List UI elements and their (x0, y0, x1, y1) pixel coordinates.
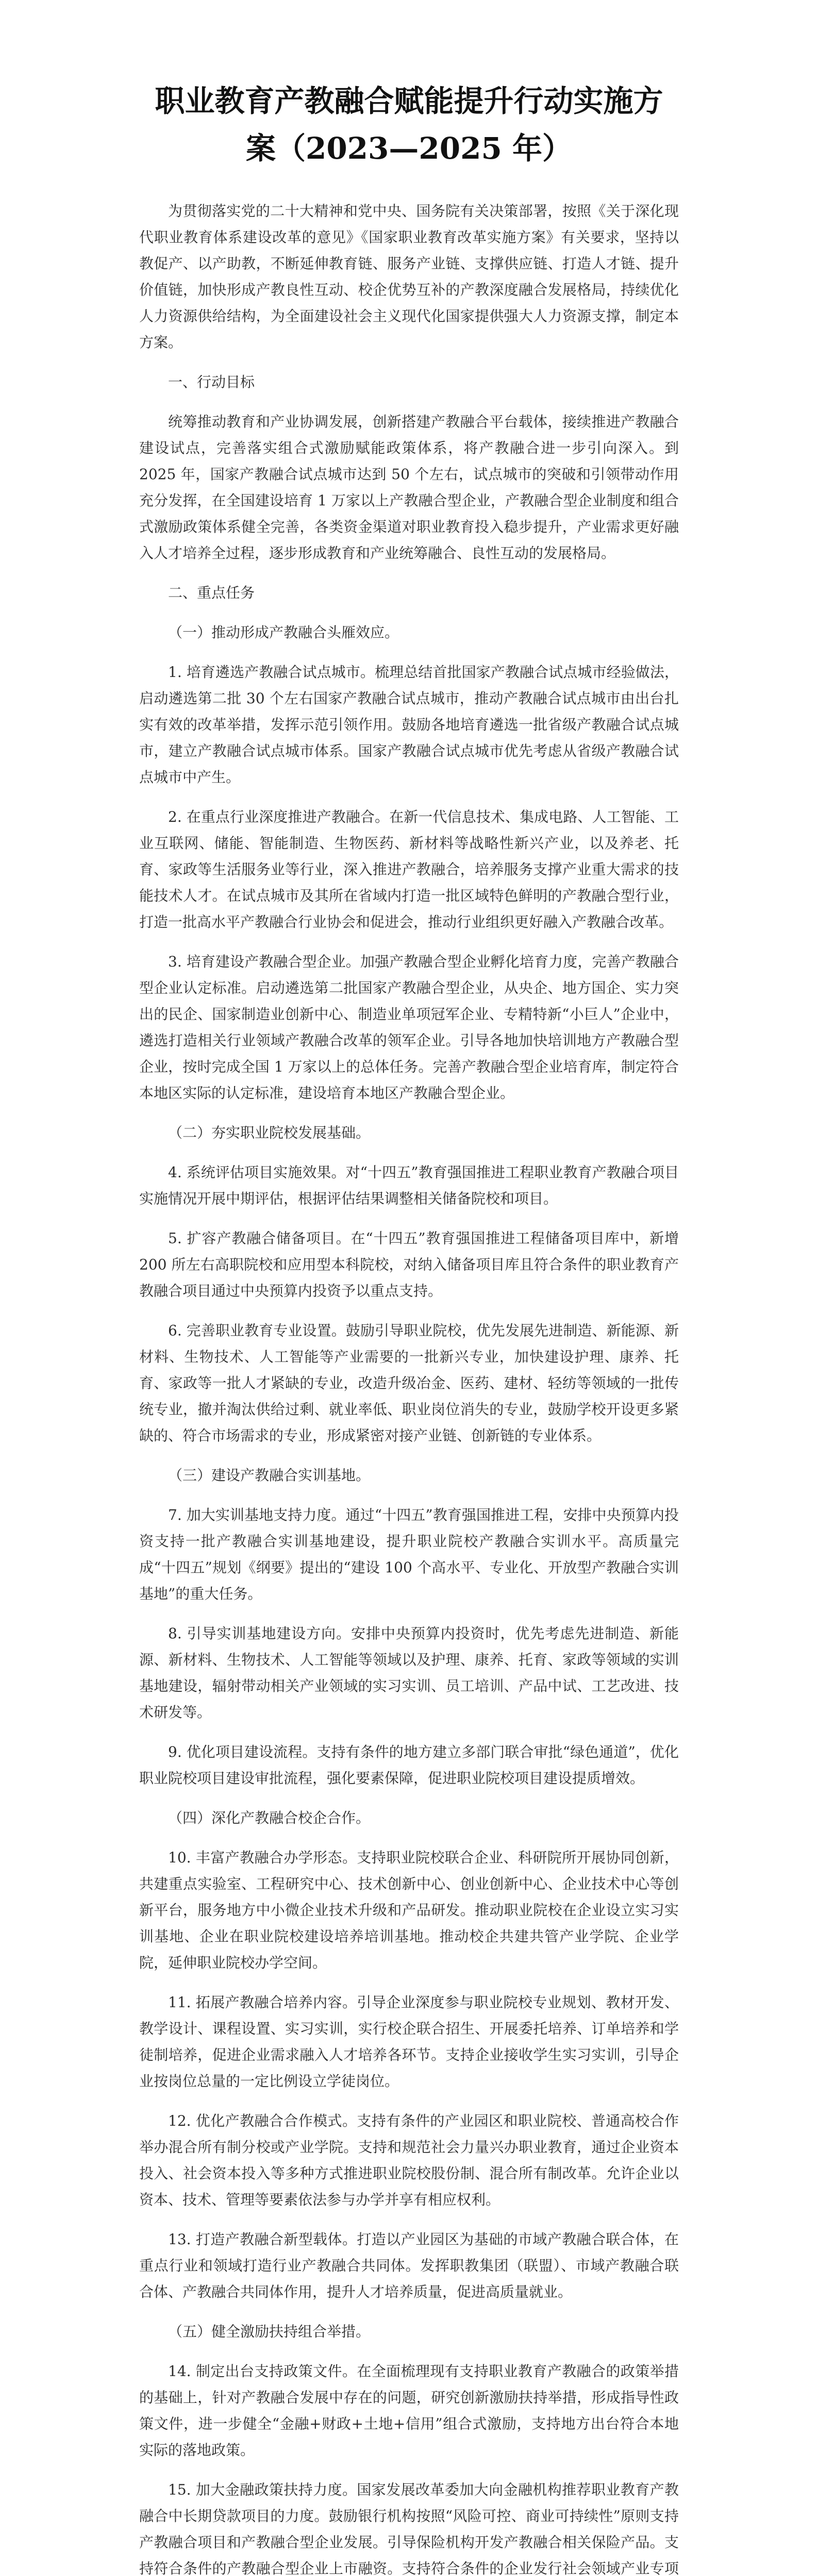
body-paragraph: 12. 优化产教融合合作模式。支持有条件的产业园区和职业院校、普通高校合作举办混合所有制分校或产业学院。支持和规范社会力量兴办职业教育，通过企业资本投入、社会资本投入等多种方式推进职业院校股份制、混合所有制改革。允许企业以资本、技术、管理等要素依法参与办学并享有相应权利。 (139, 2112, 679, 2208)
section-heading: （二）夯实职业院校发展基础。 (168, 1124, 371, 1141)
body-paragraph: 13. 打造产教融合新型载体。打造以产业园区为基础的市域产教融合联合体，在重点行业和领域打造行业产教融合共同体。发挥职教集团（联盟）、市域产教融合联合体、产教融合共同体作用，提升人才培养质量，促进高质量就业。 (139, 2231, 679, 2300)
body-paragraph: 14. 制定出台支持政策文件。在全面梳理现有支持职业教育产教融合的政策举措的基础上，针对产教融合发展中存在的问题，研究创新激励扶持举措，形成指导性政策文件，进一步健全“金融+财政+土地+信用”组合式激励，支持地方出台符合本地实际的落地政策。 (139, 2363, 679, 2459)
page-title (139, 0, 679, 172)
title-line-2: 案（2023—2025 年） (245, 131, 573, 166)
section-heading: （一）推动形成产教融合头雁效应。 (168, 624, 399, 641)
section-heading: （三）建设产教融合实训基地。 (168, 1467, 371, 1484)
title-line-1: 职业教育产教融合赋能提升行动实施方 (155, 83, 663, 118)
body-paragraph: 4. 系统评估项目实施效果。对“十四五”教育强国推进工程职业教育产教融合项目实施情况开展中期评估，根据评估结果调整相关储备院校和项目。 (139, 1164, 679, 1207)
body-paragraph: 10. 丰富产教融合办学形态。支持职业院校联合企业、科研院所开展协同创新，共建重点实验室、工程研究中心、技术创新中心、创业创新中心、企业技术中心等创新平台，服务地方中小微企业技术升级和产品研发。推动职业院校在企业设立实习实训基地、企业在职业院校建设培养培训基地。推动校企共建共管产业学院、企业学院，延伸职业院校办学空间。 (139, 1849, 679, 1971)
section-heading: 二、重点任务 (168, 584, 255, 601)
body-paragraph: 2. 在重点行业深度推进产教融合。在新一代信息技术、集成电路、人工智能、工业互联网、储能、智能制造、生物医药、新材料等战略性新兴产业，以及养老、托育、家政等生活服务业等行业，深入推进产教融合，培养服务支撑产业重大需求的技能技术人才。在试点城市及其所在省域内打造一批区域特色鲜明的产教融合型行业，打造一批高水平产教融合行业协会和促进会，推动行业组织更好融入产教融合改革。 (139, 808, 679, 930)
body-paragraph: 为贯彻落实党的二十大精神和党中央、国务院有关决策部署，按照《关于深化现代职业教育体系建设改革的意见》《国家职业教育改革实施方案》有关要求，坚持以教促产、以产助教，不断延伸教育链、服务产业链、支撑供应链、打造人才链、提升价值链，加快形成产教良性互动、校企优势互补的产教深度融合发展格局，持续优化人力资源供给结构，为全面建设社会主义现代化国家提供强大人力资源支撑，制定本方案。 (139, 202, 679, 351)
body-paragraph: 3. 培育建设产教融合型企业。加强产教融合型企业孵化培育力度，完善产教融合型企业认定标准。启动遴选第二批国家产教融合型企业，从央企、地方国企、实力突出的民企、国家制造业创新中心、制造业单项冠军企业、专精特新“小巨人”企业中，遴选打造相关行业领域产教融合改革的领军企业。引导各地加快培训地方产教融合型企业，按时完成全国 1 万家以上的总体任务。完善产教融合型企业培育库，制定符合本地区实际的认定标准，建设培育本地区产教融合型企业。 (139, 953, 679, 1101)
body-paragraph: 8. 引导实训基地建设方向。安排中央预算内投资时，优先考虑先进制造、新能源、新材料、生物技术、人工智能等领域以及护理、康养、托育、家政等领域的实训基地建设，辐射带动相关产业领域的实习实训、员工培训、产品中试、工艺改进、技术研发等。 (139, 1625, 679, 1721)
body-paragraph: 6. 完善职业教育专业设置。鼓励引导职业院校，优先发展先进制造、新能源、新材料、生物技术、人工智能等产业需要的一批新兴专业，加快建设护理、康养、托育、家政等一批人才紧缺的专业，改造升级冶金、医药、建材、轻纺等领域的一批传统专业，撤并淘汰供给过剩、就业率低、职业岗位消失的专业，鼓励学校开设更多紧缺的、符合市场需求的专业，形成紧密对接产业链、创新链的专业体系。 (139, 1322, 679, 1444)
section-heading: 一、行动目标 (168, 374, 255, 391)
body-paragraph: 15. 加大金融政策扶持力度。国家发展改革委加大向金融机构推荐职业教育产教融合中长期贷款项目的力度。鼓励银行机构按照“风险可控、商业可持续性”原则支持产教融合项目和产教融合型企业发展。引导保险机构开发产教融合相关保险产品。支持符合条件的产教融合型企业上市融资。支持符合条件的企业发行社会领域产业专项 (139, 2481, 679, 2576)
body-paragraph: 统筹推动教育和产业协调发展，创新搭建产教融合平台载体，接续推进产教融合建设试点，完善落实组合式激励赋能政策体系，将产教融合进一步引向深入。到 2025 年，国家产教融合试点城市达到 50 个左右，试点城市的突破和引领带动作用充分发挥，在全国建设培育 1 万家以上产教融合型企业，产教融合型企业制度和组合式激励政策体系健全完善，各类资金渠道对职业教育投入稳步提升，产业需求更好融入人才培养全过程，逐步形成教育和产业统筹融合、良性互动的发展格局。 (139, 413, 679, 562)
body-paragraph: 7. 加大实训基地支持力度。通过“十四五”教育强国推进工程，安排中央预算内投资支持一批产教融合实训基地建设，提升职业院校产教融合实训水平。高质量完成“十四五”规划《纲要》提出的“建设 100 个高水平、专业化、开放型产教融合实训基地”的重大任务。 (139, 1506, 679, 1602)
section-heading: （四）深化产教融合校企合作。 (168, 1809, 371, 1826)
body-paragraph: 5. 扩容产教融合储备项目。在“十四五”教育强国推进工程储备项目库中，新增 200 所左右高职院校和应用型本科院校，对纳入储备项目库且符合条件的职业教育产教融合项目通过中央预算内投资予以重点支持。 (139, 1230, 679, 1299)
body-paragraph: 1. 培育遴选产教融合试点城市。梳理总结首批国家产教融合试点城市经验做法，启动遴选第二批 30 个左右国家产教融合试点城市，推动产教融合试点城市由出台扎实有效的改革举措，发挥示范引领作用。鼓励各地培育遴选一批省级产教融合试点城市，建立产教融合试点城市体系。国家产教融合试点城市优先考虑从省级产教融合试点城市中产生。 (139, 664, 679, 786)
section-heading: （五）健全激励扶持组合举措。 (168, 2323, 371, 2340)
body-paragraph: 11. 拓展产教融合培养内容。引导企业深度参与职业院校专业规划、教材开发、教学设计、课程设置、实习实训，实行校企联合招生、开展委托培养、订单培养和学徒制培养，促进企业需求融入人才培养各环节。支持企业接收学生实习实训，引导企业按岗位总量的一定比例设立学徒岗位。 (139, 1994, 679, 2090)
document-body (139, 198, 679, 2576)
body-paragraph: 9. 优化项目建设流程。支持有条件的地方建立多部门联合审批“绿色通道”，优化职业院校项目建设审批流程，强化要素保障，促进职业院校项目建设提质增效。 (139, 1743, 679, 1787)
